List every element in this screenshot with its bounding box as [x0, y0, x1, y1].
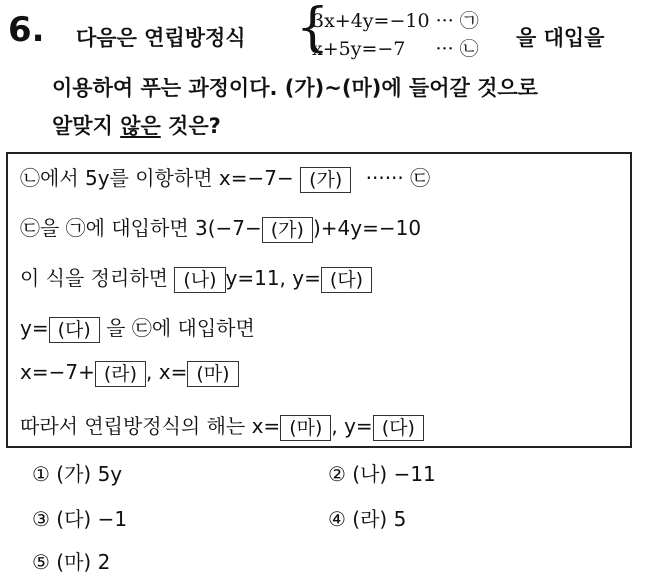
stem-line3-suffix: 것은?	[160, 114, 221, 138]
choice-3[interactable]	[32, 503, 127, 532]
blank-na: (나)	[174, 267, 225, 293]
choice-text: (다) −1	[56, 507, 128, 531]
blank-da: (다)	[373, 415, 424, 441]
blank-ra: (라)	[95, 361, 146, 387]
choice-text: (마) 2	[56, 550, 111, 574]
system-brace: {	[296, 0, 330, 58]
blank-ga: (가)	[262, 217, 313, 243]
solution-line-2	[20, 212, 421, 243]
stem-emphasis-underlined: 않은	[120, 114, 161, 138]
choice-marker: ③	[32, 507, 50, 531]
choice-4[interactable]	[328, 503, 406, 532]
blank-da: (다)	[49, 317, 100, 343]
question-stem-part1-after: 을 대입을	[516, 26, 605, 50]
blank-ga: (가)	[300, 167, 351, 193]
choice-marker: ①	[32, 462, 50, 486]
question-stem-part1: 다음은 연립방정식	[76, 26, 246, 50]
line5-text-a: x=−7+	[20, 360, 95, 384]
equation-1-text: 3x+4y=−10	[312, 10, 430, 32]
blank-ma: (마)	[280, 415, 331, 441]
choice-1[interactable]	[32, 458, 122, 487]
question-number: 6.	[8, 10, 45, 50]
solution-line-6	[20, 410, 424, 441]
line5-text-b: , x=	[146, 360, 188, 384]
choice-2[interactable]	[328, 458, 436, 487]
line4-text-a: y=	[20, 316, 49, 340]
line6-text-b: , y=	[331, 414, 373, 438]
solution-line-4	[20, 312, 255, 343]
line4-text-b: 을 ㉢에 대입하면	[106, 316, 255, 340]
question-stem-line3	[52, 110, 221, 140]
equation-1-marker: ··· ㉠	[435, 10, 479, 32]
line6-text-a: 따라서 연립방정식의 해는 x=	[20, 414, 281, 438]
stem-line3-prefix: 알맞지	[52, 114, 121, 138]
choice-text: (나) −11	[352, 462, 436, 486]
choice-marker: ④	[328, 507, 346, 531]
system-equation-1	[312, 6, 479, 33]
equation-2-marker: ··· ㉡	[435, 38, 479, 60]
line3-text-b: y=11, y=	[225, 266, 321, 290]
solution-line-3	[20, 262, 372, 293]
line2-text-b: )+4y=−10	[312, 216, 422, 240]
choice-text: (가) 5y	[56, 462, 123, 486]
line1-text-b: ······ ㉢	[365, 166, 431, 190]
choice-marker: ②	[328, 462, 346, 486]
choice-text: (라) 5	[352, 507, 407, 531]
question-stem-line2: 이용하여 푸는 과정이다. (가)~(마)에 들어갈 것으로	[52, 76, 538, 100]
system-equation-2	[312, 34, 479, 61]
choice-marker: ⑤	[32, 550, 50, 574]
line1-text-a: ㉡에서 5y를 이항하면 x=−7−	[20, 166, 294, 190]
line2-text-a: ㉢을 ㉠에 대입하면 3(−7−	[20, 216, 262, 240]
equation-2-text: x+5y=−7	[312, 38, 406, 60]
solution-box	[6, 152, 632, 448]
line3-text-a: 이 식을 정리하면	[20, 266, 168, 290]
solution-line-1	[20, 162, 430, 193]
blank-da: (다)	[321, 267, 372, 293]
solution-line-5	[20, 360, 239, 387]
blank-ma: (마)	[187, 361, 238, 387]
choice-5[interactable]	[32, 546, 110, 575]
